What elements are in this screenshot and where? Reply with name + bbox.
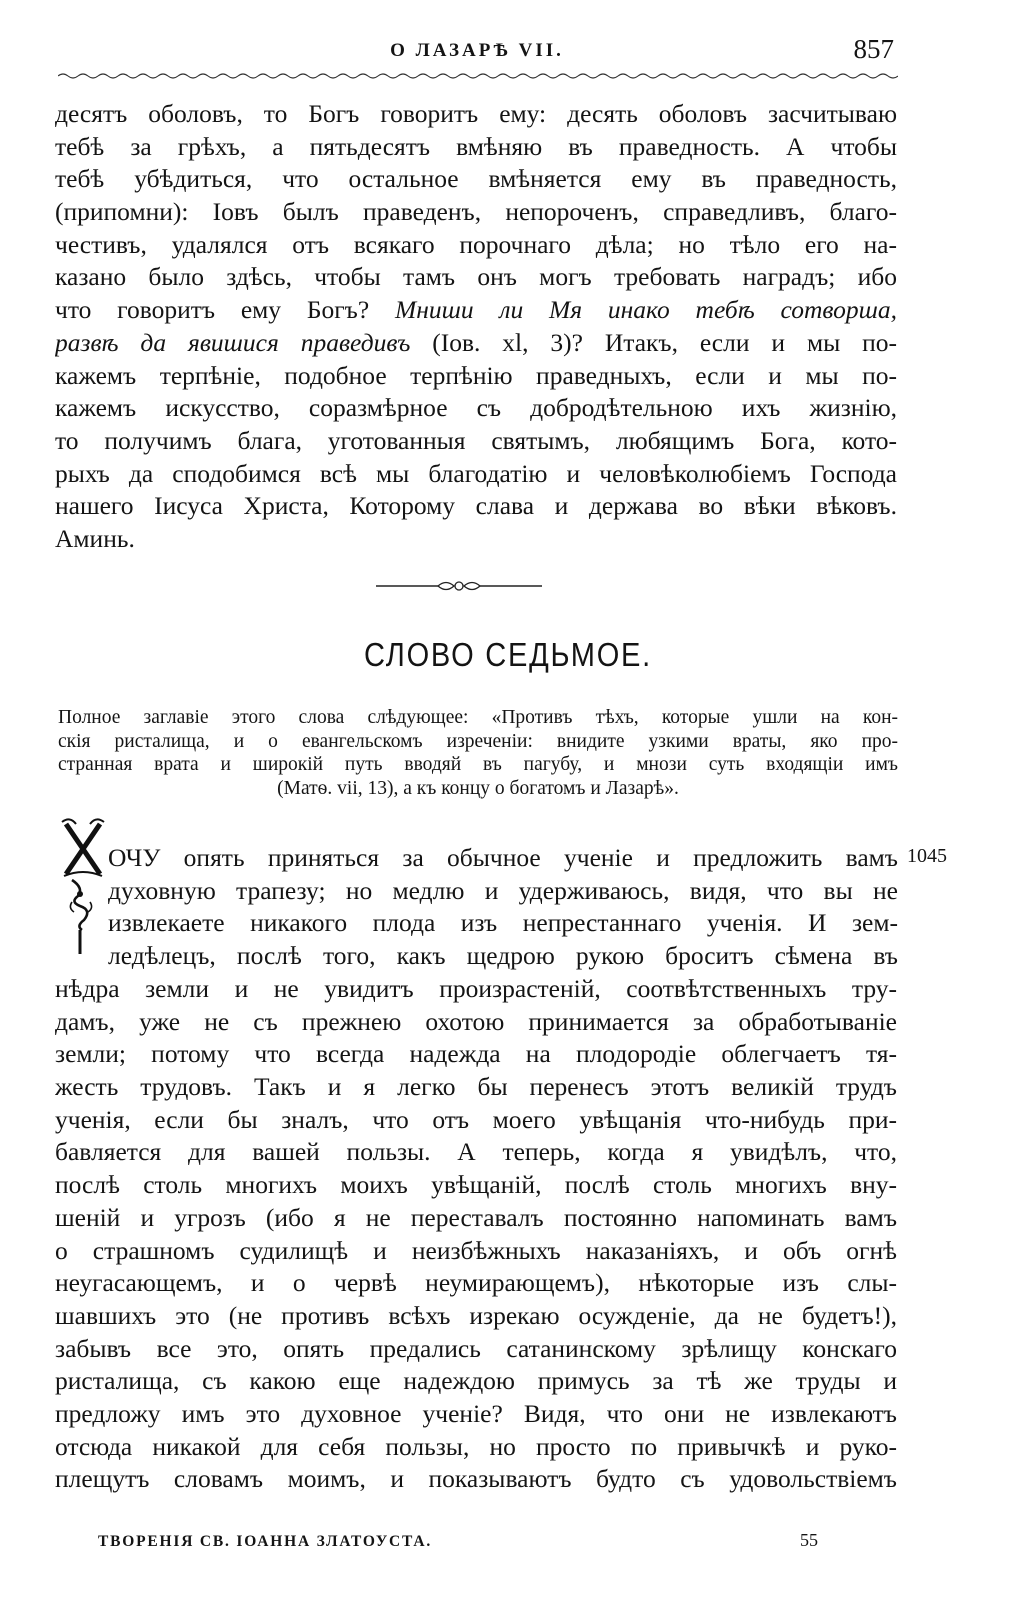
preface-note <box>58 706 898 800</box>
text-line: (припомни): Іовъ былъ праведенъ, непороченъ, справедливъ, благо- <box>55 197 897 227</box>
text-line: ученія, если бы зналъ, что отъ моего увѣщанія что-нибудь при- <box>55 1104 897 1134</box>
text-line: честивъ, удалялся отъ всякаго порочнаго дѣла; но тѣло его на- <box>55 229 897 259</box>
decorative-initial <box>58 816 108 956</box>
line-rest: (Іов. xl, 3)? Итакъ, если и мы по- <box>410 327 897 357</box>
top-paragraph <box>55 98 897 556</box>
text-line: шавшихъ это (не противъ всѣхъ изрекаю осужденіе, да не будетъ!), <box>55 1300 897 1330</box>
text-line: духовную трапезу; но медлю и удерживаюсь, видя, что вы не <box>108 875 898 905</box>
footer-signature-mark: 55 <box>800 1530 818 1550</box>
text-line: кажемъ терпѣніе, подобное терпѣнію праведныхъ, если и мы по- <box>55 360 897 390</box>
line-prefix: что говоритъ ему Богъ? <box>55 295 395 325</box>
text-line: казано было здѣсь, чтобы тамъ онъ могъ требовать наградъ; ибо <box>55 262 897 292</box>
page-number: 857 <box>853 34 894 64</box>
scripture-quote: Мниши ли Мя инако тебѣ сотворша, <box>394 295 897 325</box>
header-wavy-rule <box>58 72 898 80</box>
running-head <box>56 32 898 72</box>
text-line: кажемъ искусство, соразмѣрное съ добродѣтельною ихъ жизнію, <box>55 393 897 423</box>
text-line: отсюда никакой для себя пользы, но просто по привычкѣ и руко- <box>55 1431 897 1461</box>
text-line-last: Аминь. <box>55 523 135 553</box>
text-line: неугасающемъ, и о червѣ неумирающемъ), нѣкоторые изъ слы- <box>55 1268 897 1298</box>
section-ornament <box>376 576 542 596</box>
preface-line: скія ристалища, и о евангельскомъ изреченіи: внидите узкими враты, яко про- <box>58 730 898 752</box>
text-line: тебѣ за грѣхъ, а пятьдесятъ вмѣняю въ праведность. А чтобы <box>55 131 897 161</box>
text-line: земли; потому что всегда надежда на плодородіе облегчаетъ тя- <box>55 1039 897 1069</box>
text-line: плещутъ словамъ моимъ, и показываютъ будто съ удовольствіемъ <box>55 1464 897 1494</box>
text-line: нашего Іисуса Христа, Которому слава и держава во вѣки вѣковъ. <box>55 491 897 521</box>
running-title: О ЛАЗАРѢ VII. <box>390 40 564 61</box>
text-line: нѣдра земли и не увидитъ произрастеній, соотвѣтственныхъ тру- <box>55 974 897 1003</box>
text-line: рыхъ да сподобимся всѣ мы благодатію и человѣколюбіемъ Господа <box>55 458 897 488</box>
text-line: бавляется для вашей пользы. А теперь, когда я увидѣлъ, что, <box>55 1137 897 1167</box>
text-line: предложу имъ это духовное ученіе? Видя, что они не извлекаютъ <box>55 1398 897 1428</box>
preface-line: странная врата и широкій путь вводяй въ пагубу, и мнози суть входящіи имъ <box>58 754 898 776</box>
preface-line: Полное заглавіе этого слова слѣдующее: «Противъ тѣхъ, которые ушли на кон- <box>58 707 898 728</box>
text-line: ристалища, съ какою еще надеждою примусь за тѣ же труды и <box>55 1366 897 1396</box>
text-line: о страшномъ судилищѣ и неизбѣжныхъ наказаніяхъ, и объ огнѣ <box>55 1235 897 1265</box>
dropcap-lines <box>108 842 898 973</box>
text-line: послѣ столь многихъ моихъ увѣщаній, послѣ столь многихъ вну- <box>55 1170 897 1200</box>
text-line: десятъ оболовъ, то Богъ говоритъ ему: десять оболовъ засчитываю <box>55 99 897 128</box>
text-line-mixed <box>55 294 897 327</box>
text-line: извлекаете никакого плода изъ непрестаннаго ученія. И зем- <box>108 908 898 938</box>
text-line: забывъ все это, опять предались сатанинскому зрѣлищу конскаго <box>55 1333 897 1363</box>
text-line: ОЧУ опять приняться за обычное ученіе и предложить вамъ <box>108 843 898 872</box>
text-line: шеній и угрозъ (ибо я не переставалъ постоянно напоминать вамъ <box>55 1202 897 1232</box>
text-line-mixed <box>55 327 897 360</box>
text-line: тебѣ убѣдиться, что остальное вмѣняется ему въ праведность, <box>55 164 897 194</box>
scripture-quote: развѣ да явишися праведивъ <box>55 327 411 357</box>
preface-line-last: (Матѳ. vii, 13), а къ концу о богатомъ и Лазарѣ». <box>277 777 679 799</box>
text-line: жесть трудовъ. Такъ и я легко бы перенесъ этотъ великій трудъ <box>55 1072 897 1102</box>
text-line: дамъ, уже не съ прежнею охотою принимается за обработываніе <box>55 1006 897 1036</box>
text-line: то получимъ блага, уготованныя святымъ, любящимъ Бога, кото- <box>55 425 897 455</box>
margin-column-number: 1045 <box>907 845 947 867</box>
footer-collection-title: ТВОРЕНІЯ СВ. ІОАННА ЗЛАТОУСТА. <box>98 1533 433 1550</box>
text-line: ледѣлецъ, послѣ того, какъ щедрою рукою броситъ сѣмена въ <box>108 941 898 971</box>
section-title: СЛОВО СЕДЬМОЕ. <box>363 636 653 673</box>
main-paragraph <box>55 973 897 1496</box>
